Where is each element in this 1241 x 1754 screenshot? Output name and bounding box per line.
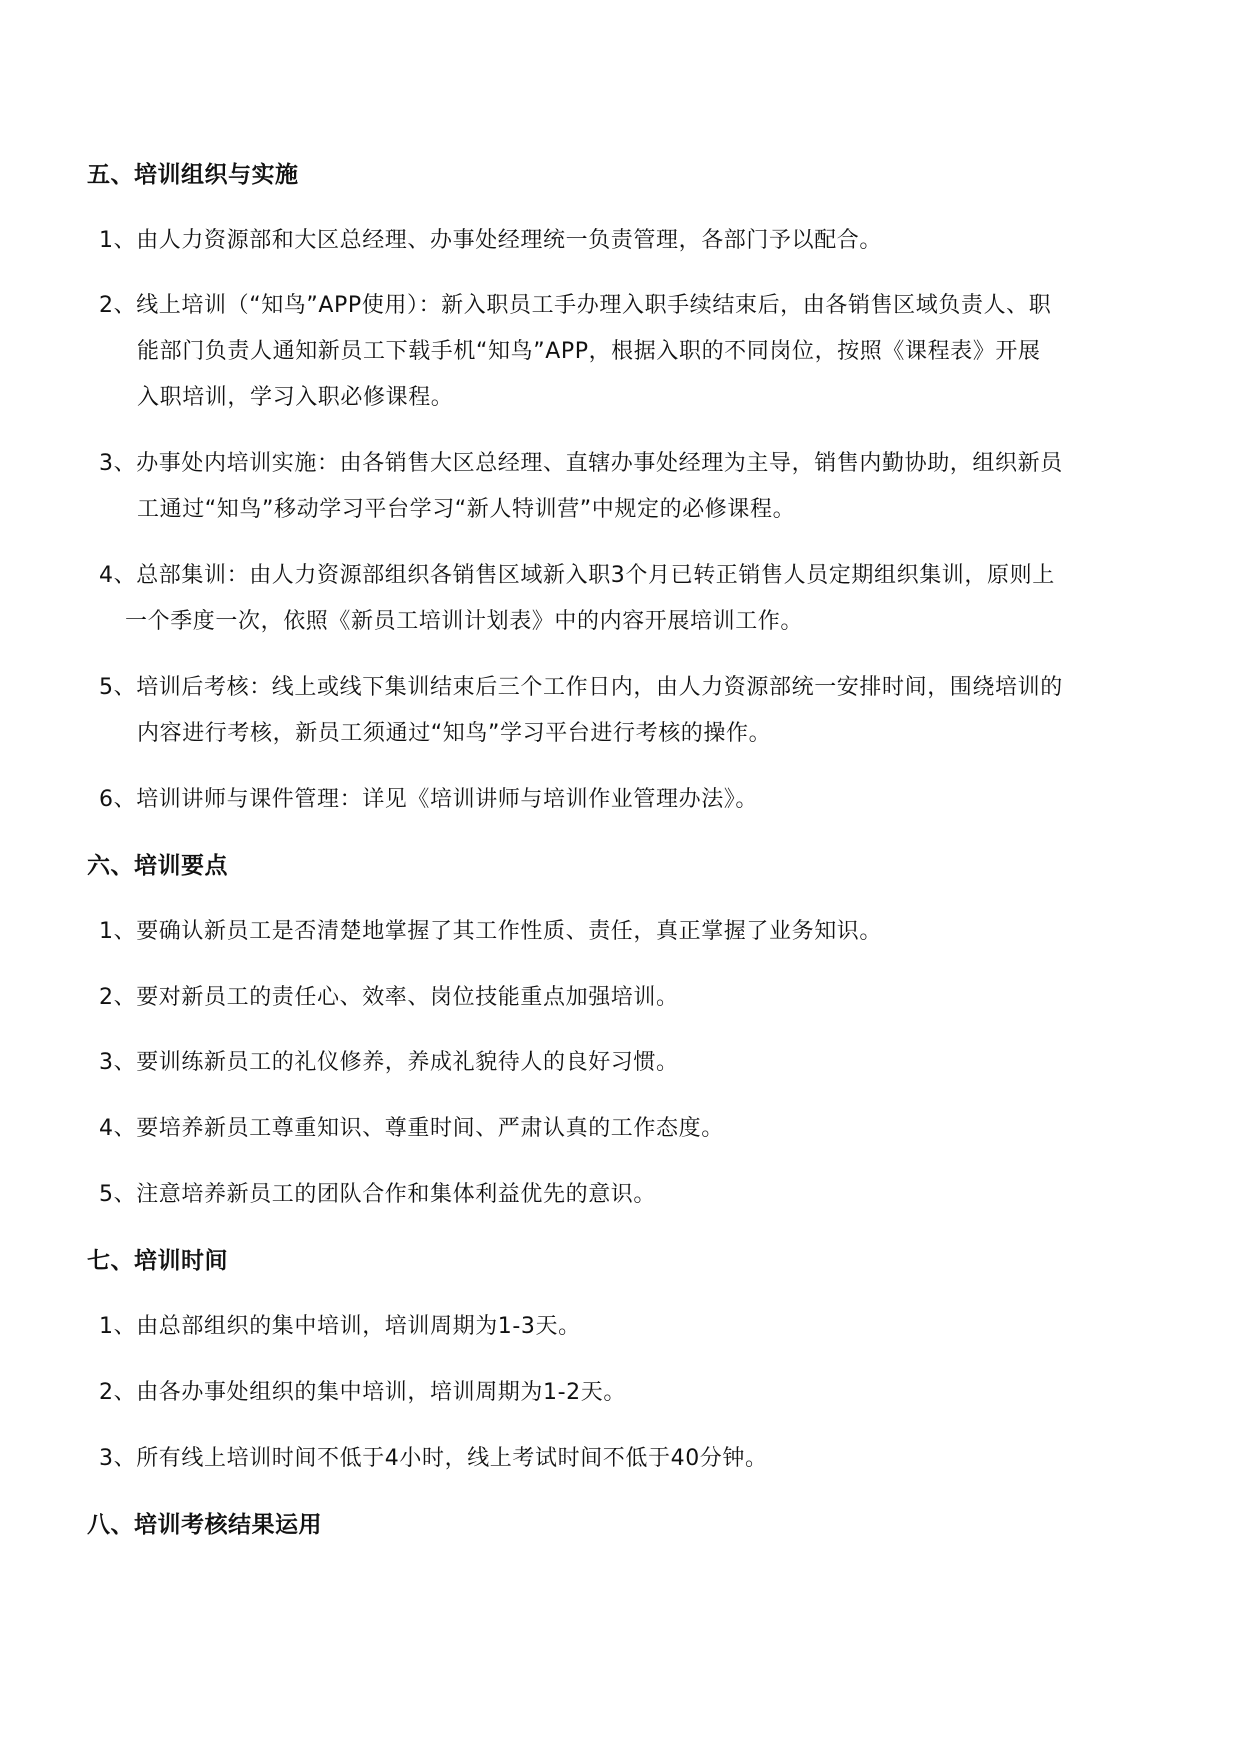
paragraph-line: 2、由各办事处组织的集中培训，培训周期为1-2天。 xyxy=(99,1380,626,1405)
paragraph-line: 3、所有线上培训时间不低于4小时，线上考试时间不低于40分钟。 xyxy=(99,1446,768,1471)
paragraph-line: 6、培训讲师与课件管理：详见《培训讲师与培训作业管理办法》。 xyxy=(99,787,758,812)
paragraph-line: 5、培训后考核：线上或线下集训结束后三个工作日内，由人力资源部统一安排时间，围绕培训的 xyxy=(99,675,1063,700)
paragraph-line: 4、总部集训：由人力资源部组织各销售区域新入职3个月已转正销售人员定期组织集训，原则上 xyxy=(99,563,1055,588)
paragraph-line: 1、要确认新员工是否清楚地掌握了其工作性质、责任，真正掌握了业务知识。 xyxy=(99,919,882,944)
paragraph-line: 1、由人力资源部和大区总经理、办事处经理统一负责管理，各部门予以配合。 xyxy=(99,228,882,253)
paragraph-line: 2、线上培训（“知鸟”APP使用）：新入职员工手办理入职手续结束后，由各销售区域负责人、职 xyxy=(99,293,1052,318)
paragraph-line: 3、要训练新员工的礼仪修养，养成礼貌待人的良好习惯。 xyxy=(99,1050,679,1075)
section-heading-organization: 五、培训组织与实施 xyxy=(87,162,299,188)
paragraph-line: 1、由总部组织的集中培训，培训周期为1-3天。 xyxy=(99,1314,581,1339)
section-heading-training-time: 七、培训时间 xyxy=(87,1248,228,1274)
section-heading-results: 八、培训考核结果运用 xyxy=(87,1512,322,1538)
paragraph-line: 能部门负责人通知新员工下载手机“知鸟”APP，根据入职的不同岗位，按照《课程表》开展 xyxy=(137,339,1041,364)
paragraph-line: 工通过“知鸟”移动学习平台学习“新人特训营”中规定的必修课程。 xyxy=(137,497,796,522)
paragraph-line: 3、办事处内培训实施：由各销售大区总经理、直辖办事处经理为主导，销售内勤协助，组织新员 xyxy=(99,451,1063,476)
paragraph-line: 4、要培养新员工尊重知识、尊重时间、严肃认真的工作态度。 xyxy=(99,1116,724,1141)
paragraph-line: 2、要对新员工的责任心、效率、岗位技能重点加强培训。 xyxy=(99,985,679,1010)
paragraph-line: 一个季度一次，依照《新员工培训计划表》中的内容开展培训工作。 xyxy=(125,609,804,634)
section-heading-key-points: 六、培训要点 xyxy=(87,853,228,879)
paragraph-line: 入职培训，学习入职必修课程。 xyxy=(137,385,454,410)
paragraph-line: 5、注意培养新员工的团队合作和集体利益优先的意识。 xyxy=(99,1182,656,1207)
paragraph-line: 内容进行考核，新员工须通过“知鸟”学习平台进行考核的操作。 xyxy=(137,721,772,746)
